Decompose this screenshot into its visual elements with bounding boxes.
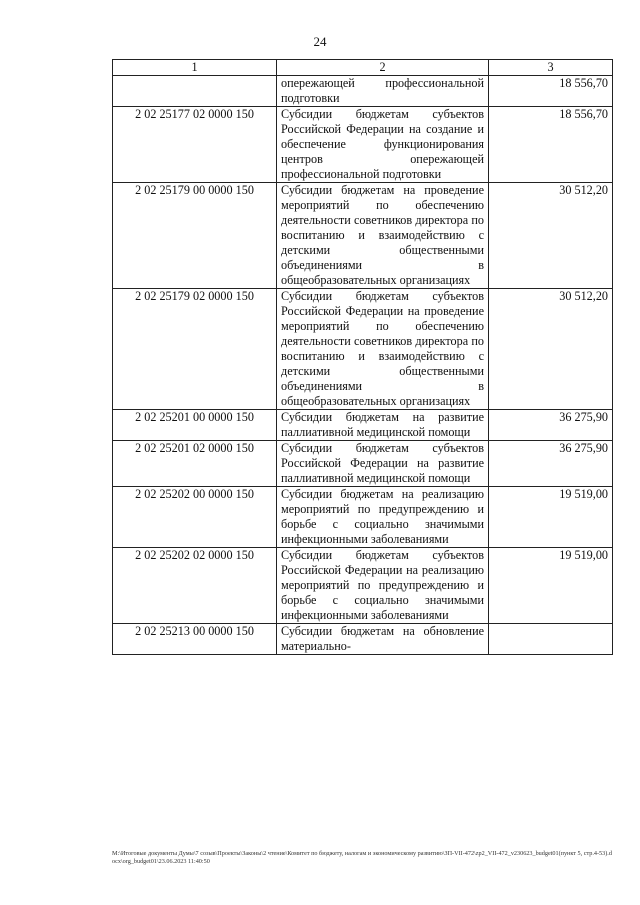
row-name: опережающей профессиональной подготовки	[277, 76, 489, 107]
budget-table	[112, 59, 613, 655]
column-header-amount: 3	[489, 60, 613, 76]
row-code: 2 02 25202 02 0000 150	[113, 548, 277, 624]
row-code: 2 02 25179 00 0000 150	[113, 183, 277, 289]
row-name: Субсидии бюджетам на реализацию мероприятий по предупреждению и борьбе с социально значимыми инфекционными заболеваниями	[277, 487, 489, 548]
row-amount: 30 512,20	[489, 289, 613, 410]
row-code: 2 02 25213 00 0000 150	[113, 624, 277, 655]
row-code	[113, 76, 277, 107]
table-row	[113, 624, 613, 655]
row-amount	[489, 624, 613, 655]
row-name: Субсидии бюджетам субъектов Российской Федерации на создание и обеспечение функционирования центров опережающей профессиональной подготовки	[277, 107, 489, 183]
table-row	[113, 107, 613, 183]
row-name: Субсидии бюджетам субъектов Российской Федерации на реализацию мероприятий по предупреждению и борьбе с социально значимыми инфекционными заболеваниями	[277, 548, 489, 624]
row-name: Субсидии бюджетам субъектов Российской Федерации на развитие паллиативной медицинской помощи	[277, 441, 489, 487]
table-row	[113, 289, 613, 410]
table-row	[113, 76, 613, 107]
row-code: 2 02 25179 02 0000 150	[113, 289, 277, 410]
table-row	[113, 410, 613, 441]
column-header-name: 2	[277, 60, 489, 76]
row-amount: 30 512,20	[489, 183, 613, 289]
row-name: Субсидии бюджетам на обновление материально-	[277, 624, 489, 655]
row-amount: 36 275,90	[489, 441, 613, 487]
table-row	[113, 548, 613, 624]
row-amount: 18 556,70	[489, 76, 613, 107]
row-name: Субсидии бюджетам на развитие паллиативной медицинской помощи	[277, 410, 489, 441]
row-code: 2 02 25177 02 0000 150	[113, 107, 277, 183]
row-amount: 19 519,00	[489, 548, 613, 624]
table-row	[113, 441, 613, 487]
column-header-code: 1	[113, 60, 277, 76]
table-row	[113, 487, 613, 548]
table-header-row	[113, 60, 613, 76]
row-name: Субсидии бюджетам на проведение мероприятий по обеспечению деятельности советников директора по воспитанию и взаимодействию с детскими общественными объединениями в общеобразовательных организациях	[277, 183, 489, 289]
row-code: 2 02 25201 00 0000 150	[113, 410, 277, 441]
row-code: 2 02 25201 02 0000 150	[113, 441, 277, 487]
row-name: Субсидии бюджетам субъектов Российской Федерации на проведение мероприятий по обеспечению деятельности советников директора по воспитанию и взаимодействию с детскими общественными объединениями в общеобразовательных организациях	[277, 289, 489, 410]
row-code: 2 02 25202 00 0000 150	[113, 487, 277, 548]
table-row	[113, 183, 613, 289]
row-amount: 18 556,70	[489, 107, 613, 183]
row-amount: 19 519,00	[489, 487, 613, 548]
file-path-footer: M:\Итоговые документы Думы\7 созыв\Проекты\Законы\2 чтение\Комитет по бюджету, налогам и экономическому развитию\ЗП-VII-472\zp2_VII-472_v230623_budget01(пункт 5, стр.4-53).docx\org_budget01\23.06.2023 11:40:50	[112, 850, 612, 865]
row-amount: 36 275,90	[489, 410, 613, 441]
page-number: 24	[313, 34, 327, 49]
